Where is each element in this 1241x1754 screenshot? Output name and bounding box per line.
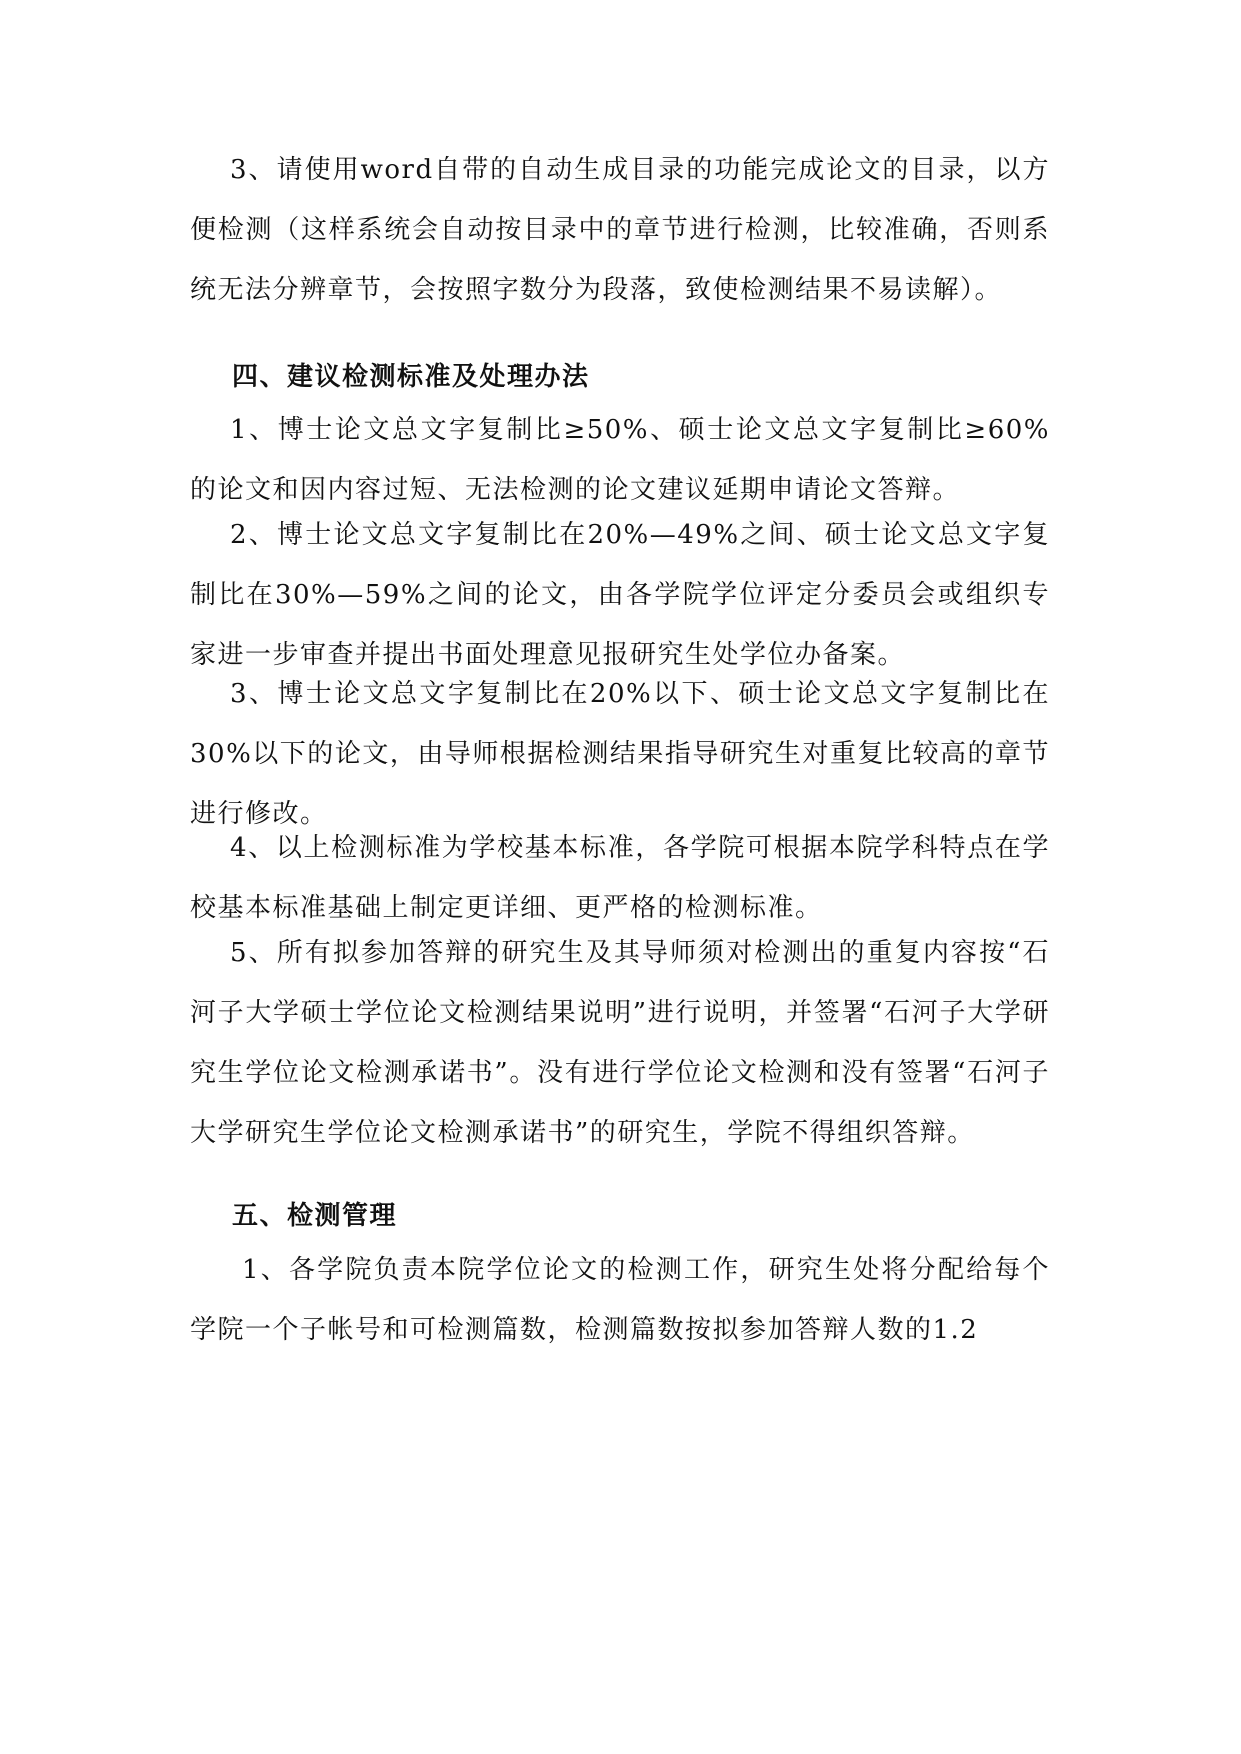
section-5-heading: 五、检测管理 [232,1201,398,1231]
section-4-item-5: 5、所有拟参加答辩的研究生及其导师须对检测出的重复内容按“石河子大学硕士学位论文检测结果说明”进行说明，并签署“石河子大学研究生学位论文检测承诺书”。没有进行学位论文检测和没有签署“石河子大学研究生学位论文检测承诺书”的研究生，学院不得组织答辩。 [190,938,1050,1148]
section-4-item-2: 2、博士论文总文字复制比在20%—49%之间、硕士论文总文字复制比在30%—59%之间的论文，由各学院学位评定分委员会或组织专家进一步审查并提出书面处理意见报研究生处学位办备案。 [190,520,1050,670]
paragraph-toc-instruction: 3、请使用word自带的自动生成目录的功能完成论文的目录，以方便检测（这样系统会自动按目录中的章节进行检测，比较准确，否则系统无法分辨章节，会按照字数分为段落，致使检测结果不易读解）。 [190,155,1050,305]
section-4-item-1: 1、博士论文总文字复制比≥50%、硕士论文总文字复制比≥60%的论文和因内容过短、无法检测的论文建议延期申请论文答辩。 [190,415,1050,505]
section-4-item-3: 3、博士论文总文字复制比在20%以下、硕士论文总文字复制比在30%以下的论文，由导师根据检测结果指导研究生对重复比较高的章节进行修改。 [190,679,1050,829]
section-4-item-4: 4、以上检测标准为学校基本标准，各学院可根据本院学科特点在学校基本标准基础上制定更详细、更严格的检测标准。 [190,833,1050,923]
section-5-item-1: 1、各学院负责本院学位论文的检测工作，研究生处将分配给每个学院一个子帐号和可检测篇数，检测篇数按拟参加答辩人数的1.2 [190,1255,1050,1345]
section-4-heading: 四、建议检测标准及处理办法 [232,362,590,392]
